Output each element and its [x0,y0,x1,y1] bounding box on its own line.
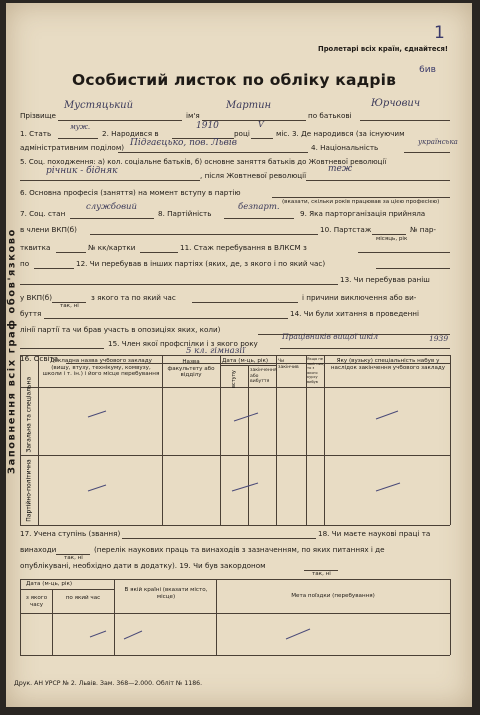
surname-label: Прізвище [20,111,56,120]
other-parties-label: 12. Чи перебував в інших партіях (яких, де, з якого і по який час) [76,259,326,268]
social-origin-label: 5. Соц. походження: а) кол. соціальне батьків, б) основне заняття батьків до Жовтневої революції [20,158,387,166]
previous-member-label: 13. Чи перебував раніш [340,275,430,284]
travel-date-header: Дата (м-ць, рік) [26,581,73,587]
sex-value: муж. [70,123,91,131]
after-revolution-label: , після Жовтневої революції [200,171,307,180]
row-general: Загальна та спеціальна [25,376,33,453]
travel-purpose-header: Мета поїздки (перебування) [291,593,375,599]
degree-label: 17. Учена ступінь (звання) [20,529,121,538]
motto: Пролетарі всіх країн, єднайтеся! [318,45,448,53]
col-dropout: Якщо не закінчив, то з якого курсу вибув [307,357,325,384]
party-tenure-label: 10. Партстаж [320,225,372,234]
opposition-label: лінії партії та чи брав участь в опозиціях яких, коли) [20,325,221,334]
patronymic-value: Юрчович [371,98,421,109]
education-label: 16. Освіта [20,354,59,363]
party-org-label: 9. Яка парторганізація прийняла [300,209,426,218]
vkpb-note: так, ні [60,303,79,309]
name-label: ім'я [186,111,200,120]
col-specialty: Яку (вузьку) спеціальність набув у наслідок закінчення учбового закладу [330,358,446,371]
birth-year: 1910 [196,121,219,131]
trade-union-value: Працівників вищої шкіл [282,332,378,341]
page-number: 1 [434,23,445,43]
nationality-label: 4. Національність [311,143,379,152]
abroad-label: опублікувані, необхідно дати в додатку). 19. Чи був закордоном [20,561,266,570]
born-label: 2. Народився в [102,129,159,138]
komsomol-label: 11. Стаж перебування в ВЛКСМ з [180,243,307,252]
trade-union-label: 15. Член якої профспілки і з якого року [108,339,258,348]
surname-value: Мустяцький [64,100,134,111]
card-label: тквитка [20,243,51,252]
period-label: з якого та по який час [91,293,176,302]
form-title: Особистий листок по обліку кадрів [72,71,397,89]
row-political: Партійно-політична [25,459,33,522]
col-finished: Чи закінчив [278,359,299,370]
candidate-card-label: № кк/картки [88,243,136,252]
wavering-label: 14. Чи були хитання в проведенні [290,309,419,318]
until-label: по [20,259,30,268]
travel-to-header: по який час [65,595,101,601]
party-label: 8. Партійність [158,209,212,218]
inventions-note: так, ні [64,555,83,561]
col-date: Дата (м-ць, рік) [222,358,269,364]
col-entry: вступу [231,370,237,388]
sex-label: 1. Стать [20,129,52,138]
admitted-label: в члени ВКП(б) [20,225,77,234]
print-footer: Друк. АН УРСР № 2. Львів. Зам. 368—2.000. Обліт № 1186. [14,680,203,687]
works-label: 18. Чи маєте наукові праці та [318,529,431,538]
corner-note: 6ив [419,65,436,75]
trade-union-year: 1939 [429,334,449,343]
name-value: Мартин [226,100,272,111]
admin-division-label: адміністративним поділом) [20,143,125,152]
profession-label: 6. Основна професія (заняття) на момент вступу в партію [20,188,241,197]
social-status-value: службовий [86,202,137,212]
year-suffix: році [234,129,250,138]
inventions-label: винаходи [20,545,57,554]
abroad-note: так, ні [312,571,331,577]
profession-note: (вказати, скільки років працював за цією професією) [282,199,440,205]
party-card-label: № пар- [410,225,437,234]
nationality-value: українська [418,138,458,146]
education-value: 5 кл. гімназії [186,346,245,356]
after-revolution-value: теж [328,164,353,174]
col-institution: Докладна назва учбового закладу (вишу, втузу, технікуму, комвузу, школи і т. ін.) і його місце перебування [42,358,160,377]
birth-month: V [258,120,264,129]
social-origin-value: річник - бідняк [46,166,118,176]
patronymic-label: по батькові [308,111,352,120]
party-tenure-note: місяць, рік [376,236,408,242]
travel-country-header: В якій країні (вказати місто, місце) [124,587,208,600]
travel-from-header: з якого часу [25,595,48,608]
birthplace-value: Підгаєцько, пов. Львів [130,138,238,148]
col-completion: закінчення або вибуття [250,368,277,384]
side-label: Заповнення всіх граф обов'язково [6,228,18,474]
form-sheet [6,3,472,707]
party-value: безпарт. [238,202,280,212]
col-faculty: Назва факультету або відділу [167,359,215,378]
birthplace-label: міс. 3. Де народився (за існуючим [276,129,405,138]
departure-label: буття [20,309,42,318]
works-list-label: (перелік наукових праць та винаходів з зазначенням, по яких питаннях і де [94,545,385,554]
vkpb-label: у ВКП(б) [20,293,53,302]
expulsion-label: і причини виключення або ви- [302,293,417,302]
social-status-label: 7. Соц. стан [20,209,66,218]
